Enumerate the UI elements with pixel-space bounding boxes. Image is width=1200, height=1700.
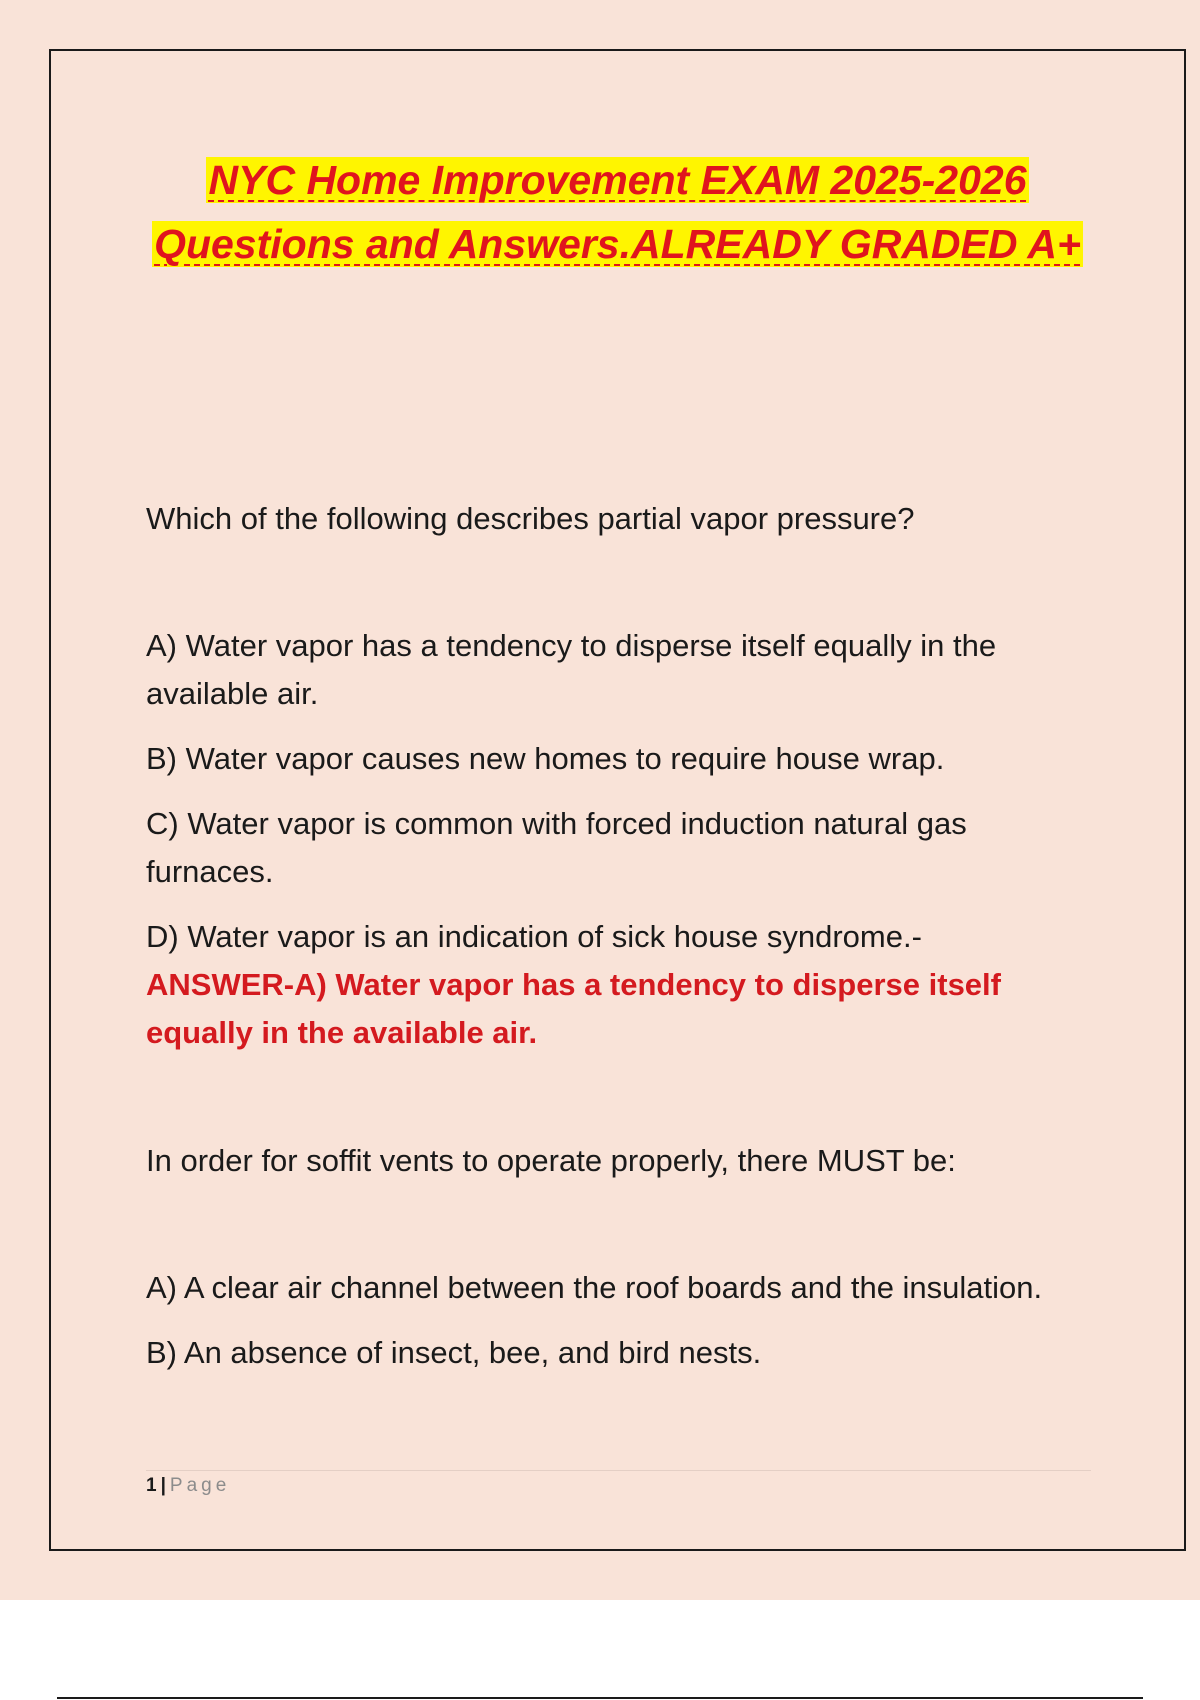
question-2-option-a: A) A clear air channel between the roof boards and the insulation. xyxy=(146,1270,1043,1305)
document-title xyxy=(100,148,1135,276)
question-content xyxy=(146,495,1091,1377)
footer-separator: | xyxy=(160,1475,166,1496)
page-label: Page xyxy=(169,1475,231,1496)
page-number: 1 xyxy=(146,1475,157,1496)
question-1-option-d xyxy=(146,913,1091,1057)
question-1-option-a: A) Water vapor has a tendency to disperse itself equally in the available air. xyxy=(146,628,997,711)
question-2-option-b: B) An absence of insect, bee, and bird nests. xyxy=(146,1335,762,1370)
bottom-rule xyxy=(57,1697,1143,1699)
option-d-text: D) Water vapor is an indication of sick house syndrome.- xyxy=(146,919,922,954)
question-2-text: In order for soffit vents to operate properly, there MUST be: xyxy=(146,1143,956,1178)
question-1-option-c: C) Water vapor is common with forced induction natural gas furnaces. xyxy=(146,806,967,889)
page-footer xyxy=(146,1474,230,1498)
title-line-1: NYC Home Improvement EXAM 2025-2026 xyxy=(208,157,1027,203)
title-line-2: Questions and Answers.ALREADY GRADED A+ xyxy=(154,221,1081,267)
question-1-text: Which of the following describes partial vapor pressure? xyxy=(146,501,915,536)
footer-divider xyxy=(146,1470,1091,1471)
question-1-option-b: B) Water vapor causes new homes to require house wrap. xyxy=(146,741,945,776)
question-1-answer: ANSWER-A) Water vapor has a tendency to disperse itself equally in the available air. xyxy=(146,967,1001,1050)
